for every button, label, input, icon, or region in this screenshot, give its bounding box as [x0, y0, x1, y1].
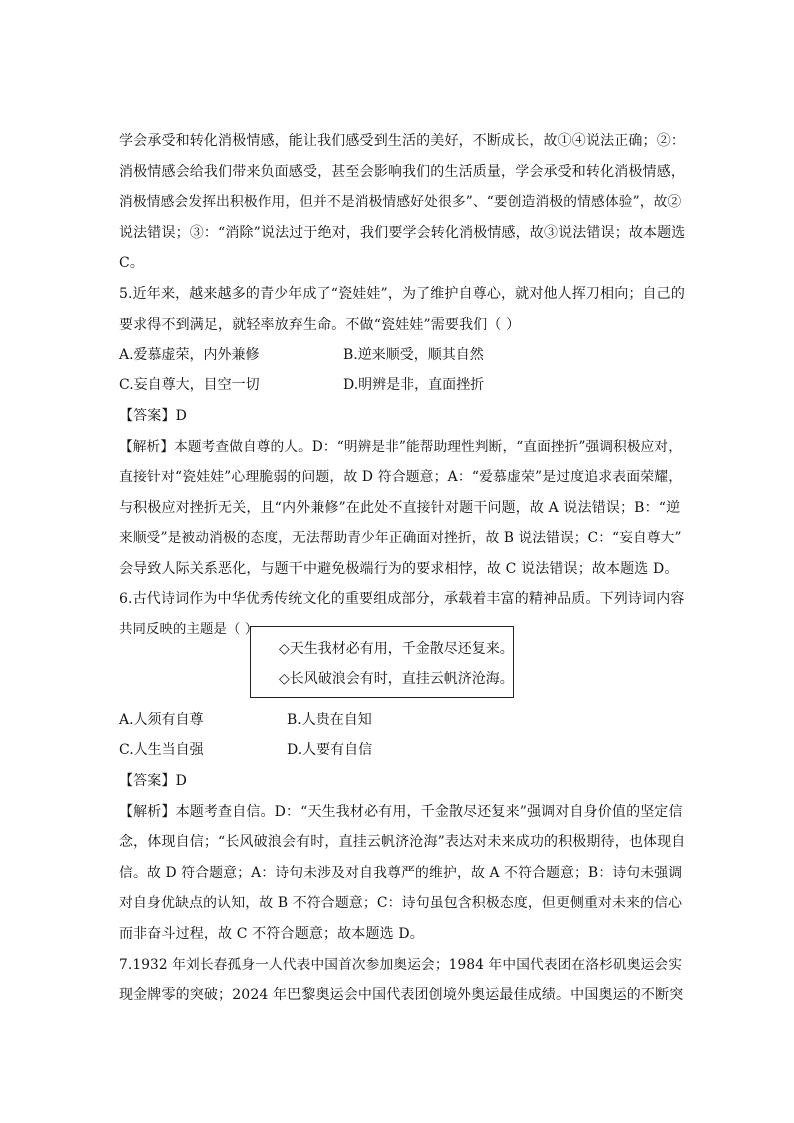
q5-option-b: B.逆来顺受，顺其自然 — [343, 347, 484, 363]
q5-option-a: A.爱慕虚荣，内外兼修 — [119, 347, 260, 363]
q6-analysis-line-4: 对自身优缺点的认知，故 B 不符合题意；C：诗句虽包含积极态度，但更侧重对未来的信心 — [119, 895, 683, 911]
q6-stem-line-2: 共同反映的主题是（ ） — [119, 622, 259, 637]
q6-option-b: B.人贵在自知 — [287, 712, 372, 728]
q6-analysis-line-2: 念，体现自信；“长风破浪会有时，直挂云帆济沧海”表达对未来成功的积极期待，也体现自 — [119, 834, 686, 850]
q6-poem-box — [250, 626, 514, 698]
q6-option-d: D.人要有自信 — [287, 742, 373, 758]
q6-analysis-line-3: 信。故 D 符合题意；A：诗句未涉及对自我尊严的维护，故 A 不符合题意；B：诗句未强调 — [119, 865, 683, 881]
q5-option-d: D.明辨是非，直面挫折 — [343, 377, 485, 393]
q6-analysis-line-1: 【解析】本题考查自信。D：“天生我材必有用，千金散尽还复来”强调对自身价值的坚定信 — [119, 804, 683, 820]
q4-analysis-line-2: 消极情感会给我们带来负面感受，甚至会影响我们的生活质量，学会承受和转化消极情感， — [119, 164, 685, 180]
q6-option-c: C.人生当自强 — [119, 742, 204, 758]
q5-analysis-line-2: 直接针对“瓷娃娃”心理脆弱的问题，故 D 符合题意；A：“爱慕虚荣”是过度追求表面荣耀， — [119, 469, 683, 485]
q5-option-c: C.妄自尊大，目空一切 — [119, 377, 260, 393]
q4-analysis-line-5: C。 — [119, 255, 145, 271]
q6-stem-line-1: 6.古代诗词作为中华优秀传统文化的重要组成部分，承载着丰富的精神品质。下列诗词内容 — [119, 591, 685, 607]
q4-analysis-line-3: 消极情感会发挥出积极作用，但并不是消极情感好处很多”、“要创造消极的情感体验”，故② — [119, 194, 682, 210]
q6-poem-line-2: ◇长风破浪会有时，直挂云帆济沧海。 — [279, 671, 514, 687]
q4-analysis-line-4: 说法错误；③：“消除”说法过于绝对，我们要学会转化消极情感，故③说法错误；故本题选 — [119, 225, 686, 241]
q5-analysis-line-1: 【解析】本题考查做自尊的人。D：“明辨是非”能帮助理性判断，“直面挫折”强调积极应对， — [119, 439, 682, 455]
q6-analysis-line-5: 而非奋斗过程，故 C 不符合题意；故本题选 D。 — [119, 926, 424, 942]
q7-stem-line-2: 现金牌零的突破；2024 年巴黎奥运会中国代表团创境外奥运最佳成绩。中国奥运的不断突 — [119, 987, 684, 1003]
q5-answer: 【答案】D — [119, 408, 187, 424]
q4-analysis-line-1: 学会承受和转化消极情感，能让我们感受到生活的美好，不断成长，故①④说法正确；②： — [119, 133, 685, 149]
q5-stem-line-2: 要求得不到满足，就轻率放弃生命。不做“瓷娃娃”需要我们（ ） — [119, 317, 521, 333]
q6-option-a: A.人须有自尊 — [119, 712, 204, 728]
q5-analysis-line-4: 来顺受”是被动消极的态度，无法帮助青少年正确面对挫折，故 B 说法错误；C：“妄自尊大” — [119, 530, 682, 546]
q6-poem-line-1: ◇天生我材必有用，千金散尽还复来。 — [279, 641, 514, 657]
q5-stem-line-1: 5.近年来，越来越多的青少年成了“瓷娃娃”，为了维护自尊心，就对他人挥刀相向；自己的 — [119, 286, 685, 302]
q6-answer: 【答案】D — [119, 773, 187, 789]
q7-stem-line-1: 7.1932 年刘长春孤身一人代表中国首次参加奥运会；1984 年中国代表团在洛杉矶奥运会实 — [119, 957, 683, 973]
q5-analysis-line-5: 会导致人际关系恶化，与题干中避免极端行为的要求相悖，故 C 说法错误；故本题选 D。 — [119, 561, 679, 577]
q5-analysis-line-3: 与积极应对挫折无关，且“内外兼修”在此处不直接针对题干问题，故 A 说法错误；B：“逆 — [119, 500, 681, 516]
